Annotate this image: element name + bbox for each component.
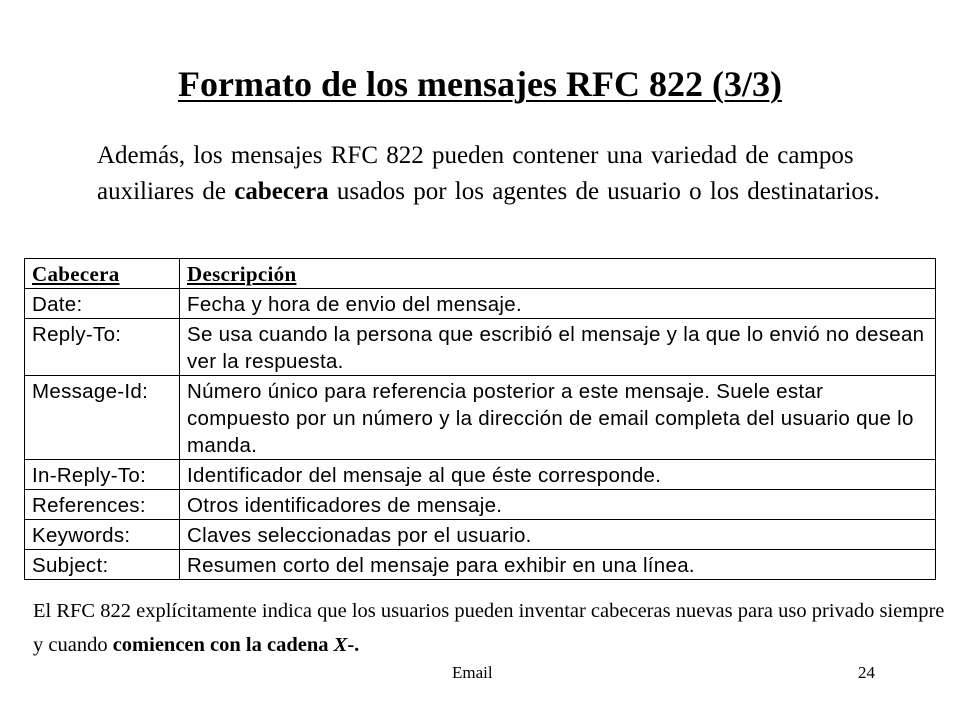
description-cell: Identificador del mensaje al que éste corresponde.	[180, 460, 936, 490]
table-row	[25, 460, 936, 490]
table-row	[25, 520, 936, 550]
slide-title: Formato de los mensajes RFC 822 (3/3)	[178, 64, 782, 104]
table-row	[25, 319, 936, 376]
table-row	[25, 550, 936, 580]
intro-text-end: usados por los agentes de usuario o los destinatarios.	[328, 178, 880, 205]
description-cell: Número único para referencia posterior a este mensaje. Suele estar compuesto por un número y la dirección de email completa del usuario que lo manda.	[180, 376, 936, 460]
intro-bold-term: cabecera	[234, 178, 329, 205]
description-cell: Se usa cuando la persona que escribió el mensaje y la que lo envió no desean ver la respuesta.	[180, 319, 936, 376]
header-fields-table	[24, 258, 936, 580]
header-name-cell: Reply-To:	[25, 319, 180, 376]
intro-text-start: Además, los mensajes RFC 822 pueden contener una variedad de campos auxiliares de	[97, 142, 854, 205]
table-row	[25, 376, 936, 460]
header-name-cell: Subject:	[25, 550, 180, 580]
column-header-descripcion: Descripción	[180, 259, 936, 289]
outro-text: El RFC 822 explícitamente indica que los usuarios pueden inventar cabeceras nuevas para uso privado siempre y cuando	[33, 600, 945, 656]
outro-paragraph	[33, 594, 953, 662]
description-cell: Resumen corto del mensaje para exhibir en una línea.	[180, 550, 936, 580]
table-header-row	[25, 259, 936, 289]
outro-bold-text	[113, 634, 360, 656]
footer-label: Email	[452, 663, 493, 682]
header-name-cell: In-Reply-To:	[25, 460, 180, 490]
outro-prefix-letter: X	[333, 634, 348, 656]
description-cell: Otros identificadores de mensaje.	[180, 490, 936, 520]
description-cell: Claves seleccionadas por el usuario.	[180, 520, 936, 550]
intro-paragraph	[97, 138, 897, 210]
outro-bold-phrase: comiencen con la cadena	[112, 634, 334, 656]
header-name-cell: Date:	[25, 289, 180, 319]
header-name-cell: References:	[25, 490, 180, 520]
column-header-cabecera: Cabecera	[25, 259, 180, 289]
table-row	[25, 490, 936, 520]
outro-prefix-dash: -.	[347, 634, 360, 656]
description-cell: Fecha y hora de envio del mensaje.	[180, 289, 936, 319]
header-name-cell: Keywords:	[25, 520, 180, 550]
table-row	[25, 289, 936, 319]
page-number: 24	[858, 663, 875, 682]
header-name-cell: Message-Id:	[25, 376, 180, 460]
